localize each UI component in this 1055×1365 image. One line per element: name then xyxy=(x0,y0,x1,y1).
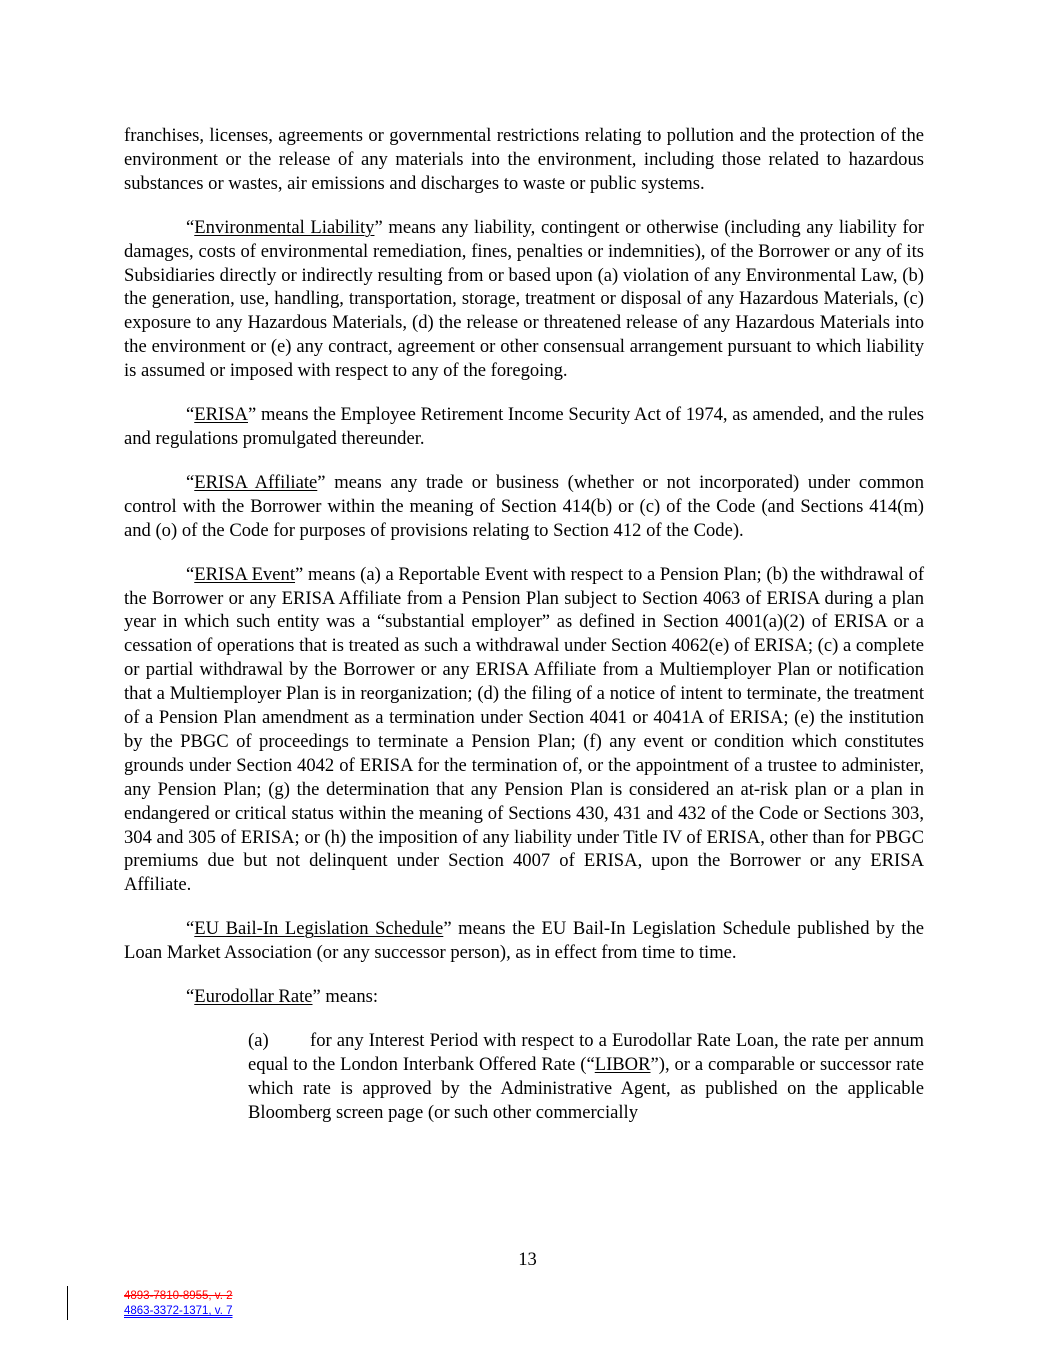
definition-erisa-event xyxy=(124,563,924,898)
defined-term: ERISA Affiliate xyxy=(194,471,318,493)
definition-erisa-affiliate xyxy=(124,471,924,543)
clause-text-before: for any Interest Period with respect to a Eurodollar Rate Loan, the rate per annum equal to the London Interbank Offered Rate (“ xyxy=(248,1030,924,1075)
definition-erisa xyxy=(124,403,924,451)
definition-eurodollar-rate xyxy=(124,985,924,1009)
open-quote: “ xyxy=(186,918,195,940)
definition-text: ” means any liability, contingent or otherwise (including any liability for damages, costs of environmental remediation, fines, penalties or indemnities), of the Borrower or any of its Subsidiaries directly or indirectly resulting from or based upon (a) violation of any Environmental Law, (b) the generation, use, handling, transportation, storage, treatment or disposal of any Hazardous Materials, (c) exposure to any Hazardous Materials, (d) the release or threatened release of any Hazardous Materials into the environment or (e) any contract, agreement or other consensual arrangement pursuant to which liability is assumed or imposed with respect to any of the foregoing. xyxy=(124,216,924,382)
definition-text: ” means (a) a Reportable Event with respect to a Pension Plan; (b) the withdrawal of the Borrower or any ERISA Affiliate from a Pension Plan subject to Section 4063 of ERISA during a plan year in which such entity was a “substantial employer” as defined in Section 4001(a)(2) of ERISA or a cessation of operations that is treated as such a withdrawal under Section 4062(e) of ERISA; (c) a complete or partial withdrawal by the Borrower or any ERISA Affiliate from a Multiemployer Plan or notification that a Multiemployer Plan is in reorganization; (d) the filing of a notice of intent to terminate, the treatment of a Pension Plan amendment as a termination under Section 4041 or 4041A of ERISA; (e) the institution by the PBGC of proceedings to terminate a Pension Plan; (f) any event or condition which constitutes grounds under Section 4042 of ERISA for the termination of, or the appointment of a trustee to administer, any Pension Plan; (g) the determination that any Pension Plan is considered an at-risk plan or a plan in endangered or critical status within the meaning of Sections 430, 431 and 432 of the Code or Sections 303, 304 and 305 of ERISA; or (h) the imposition of any liability under Title IV of ERISA, other than for PBGC premiums due but not delinquent under Section 4007 of ERISA, upon the Borrower or any ERISA Affiliate. xyxy=(124,563,925,896)
paragraph-environmental-laws-continued: franchises, licenses, agreements or governmental restrictions relating to pollution and the protection of the environment or the release of any materials into the environment, including those related to hazardous substances or wastes, air emissions and discharges to waste or public systems. xyxy=(124,125,924,194)
defined-term: ERISA xyxy=(194,404,248,426)
deleted-document-id: 4893-7810-8955, v. 2 xyxy=(124,1290,233,1302)
defined-term: Eurodollar Rate xyxy=(194,986,313,1008)
defined-term: ERISA Event xyxy=(194,563,296,585)
open-quote: “ xyxy=(186,563,195,585)
open-quote: “ xyxy=(186,216,195,238)
eurodollar-rate-clause-a xyxy=(248,1029,924,1125)
clause-label: (a) xyxy=(248,1030,269,1051)
document-body xyxy=(124,124,924,1125)
definition-text: ” means any trade or business (whether or not incorporated) under common control with the Borrower within the meaning of Section 414(b) or (c) of the Code (and Sections 414(m) and (o) of the Code for purposes of provisions relating to Section 412 of the Code). xyxy=(124,471,925,541)
open-quote: “ xyxy=(186,986,195,1008)
clause-text-after: ”), or a comparable or successor rate which rate is approved by the Administrative Agent, as published on the applicable Bloomberg screen page (or such other commercially xyxy=(248,1053,924,1123)
definition-text: ” means: xyxy=(312,986,379,1008)
defined-term: EU Bail-In Legislation Schedule xyxy=(194,918,444,940)
change-bar xyxy=(67,1286,68,1320)
defined-term: LIBOR xyxy=(594,1053,651,1075)
definition-text: ” means the Employee Retirement Income Security Act of 1974, as amended, and the rules and regulations promulgated thereunder. xyxy=(124,404,924,449)
open-quote: “ xyxy=(186,404,195,426)
open-quote: “ xyxy=(186,471,195,493)
definition-environmental-liability xyxy=(124,216,924,383)
definition-text: ” means the EU Bail-In Legislation Schedule published by the Loan Market Association (or any successor person), as in effect from time to time. xyxy=(124,918,924,964)
inserted-document-id: 4863-3372-1371, v. 7 xyxy=(124,1305,233,1317)
defined-term: Environmental Liability xyxy=(194,216,375,238)
definition-eu-bail-in-legislation-schedule xyxy=(124,917,924,965)
page-number: 13 xyxy=(518,1249,537,1270)
